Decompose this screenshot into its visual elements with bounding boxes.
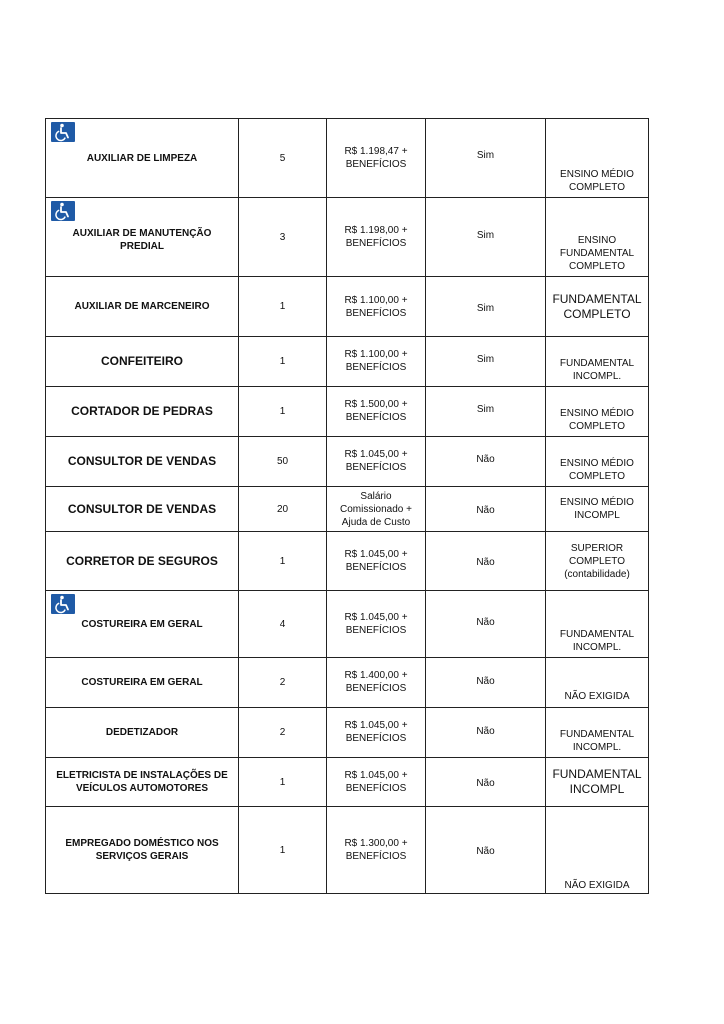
job-title-cell: [46, 198, 239, 277]
vacancy-count: 1: [239, 387, 327, 437]
benefit-flag: Sim: [476, 354, 495, 365]
salary-cell: [327, 487, 426, 532]
education-cell: [546, 591, 649, 658]
salary-cell: [327, 198, 426, 277]
job-title: COSTUREIRA EM GERAL: [81, 677, 203, 688]
education-requirement: SUPERIOR COMPLETO (contabilidade): [564, 542, 630, 580]
benefit-flag: Não: [476, 505, 495, 516]
job-title-cell: [46, 658, 239, 708]
job-title-cell: [46, 591, 239, 658]
job-title-cell: [46, 708, 239, 758]
job-title-cell: [46, 758, 239, 807]
salary-cell: [327, 437, 426, 487]
education-cell: [546, 807, 649, 894]
table-row: [46, 532, 649, 591]
education-cell: [546, 532, 649, 591]
education-requirement: ENSINO FUNDAMENTAL COMPLETO: [559, 235, 635, 272]
job-title: DEDETIZADOR: [105, 727, 179, 738]
job-title-cell: [46, 387, 239, 437]
salary-text: R$ 1.045,00 + BENEFÍCIOS: [344, 449, 408, 473]
table-row: [46, 337, 649, 387]
education-requirement: FUNDAMENTAL INCOMPL: [552, 767, 642, 796]
salary-cell: [327, 532, 426, 591]
education-requirement: FUNDAMENTAL COMPLETO: [552, 291, 642, 321]
wheelchair-accessibility-icon: [51, 201, 75, 221]
table-row: [46, 807, 649, 894]
table-row: [46, 119, 649, 198]
salary-text: R$ 1.045,00 + BENEFÍCIOS: [344, 549, 408, 573]
vacancy-count: 1: [239, 337, 327, 387]
salary-cell: [327, 119, 426, 198]
salary-text: Salário Comissionado + Ajuda de Custo: [340, 490, 412, 528]
benefit-flag-cell: [426, 277, 546, 337]
benefit-flag-cell: [426, 198, 546, 277]
benefit-flag-cell: [426, 708, 546, 758]
salary-text: R$ 1.045,00 + BENEFÍCIOS: [344, 612, 408, 636]
benefit-flag-cell: [426, 119, 546, 198]
vacancy-count: 1: [239, 758, 327, 807]
benefit-flag-cell: [426, 387, 546, 437]
salary-cell: [327, 807, 426, 894]
wheelchair-accessibility-icon: [51, 122, 75, 142]
education-requirement: FUNDAMENTAL INCOMPL.: [559, 358, 635, 382]
vacancy-count: 1: [239, 807, 327, 894]
salary-text: R$ 1.500,00 + BENEFÍCIOS: [344, 399, 408, 423]
salary-cell: [327, 277, 426, 337]
table-row: [46, 591, 649, 658]
job-title-cell: [46, 277, 239, 337]
benefit-flag-cell: [426, 658, 546, 708]
benefit-flag: Sim: [476, 150, 495, 161]
job-title-cell: [46, 807, 239, 894]
benefit-flag-cell: [426, 758, 546, 807]
job-openings-table: [45, 118, 649, 894]
table-row: [46, 758, 649, 807]
education-cell: [546, 487, 649, 532]
job-title-cell: [46, 487, 239, 532]
table-row: [46, 277, 649, 337]
benefit-flag: Sim: [476, 302, 495, 314]
salary-text: R$ 1.198,47 + BENEFÍCIOS: [344, 146, 408, 170]
education-requirement: ENSINO MÉDIO COMPLETO: [560, 169, 634, 193]
vacancy-count: 1: [239, 277, 327, 337]
salary-text: R$ 1.198,00 + BENEFÍCIOS: [344, 225, 408, 249]
benefit-flag: Não: [476, 454, 495, 465]
benefit-flag: Sim: [476, 404, 495, 415]
vacancy-count: 2: [239, 708, 327, 758]
benefit-flag-cell: [426, 532, 546, 591]
salary-text: R$ 1.100,00 + BENEFÍCIOS: [344, 294, 408, 319]
benefit-flag: Sim: [476, 230, 495, 241]
job-title-cell: [46, 532, 239, 591]
salary-cell: [327, 591, 426, 658]
benefit-flag: Não: [476, 846, 495, 857]
education-requirement: FUNDAMENTAL INCOMPL.: [559, 629, 635, 653]
education-requirement: ENSINO MÉDIO COMPLETO: [560, 458, 634, 482]
education-cell: [546, 658, 649, 708]
education-cell: [546, 708, 649, 758]
vacancy-count: 1: [239, 532, 327, 591]
benefit-flag-cell: [426, 487, 546, 532]
education-requirement: NÃO EXIGIDA: [564, 880, 630, 891]
job-title: CONFEITEIRO: [100, 354, 183, 368]
table-row: [46, 437, 649, 487]
benefit-flag: Não: [476, 617, 495, 628]
job-title: CONSULTOR DE VENDAS: [67, 454, 217, 468]
job-title: CONSULTOR DE VENDAS: [67, 501, 217, 516]
table-row: [46, 708, 649, 758]
job-title: AUXILIAR DE LIMPEZA: [86, 152, 198, 164]
education-cell: [546, 437, 649, 487]
education-cell: [546, 277, 649, 337]
education-requirement: NÃO EXIGIDA: [564, 691, 630, 702]
salary-cell: [327, 387, 426, 437]
salary-cell: [327, 708, 426, 758]
salary-text: R$ 1.045,00 + BENEFÍCIOS: [344, 720, 408, 744]
table-row: [46, 387, 649, 437]
job-title: CORRETOR DE SEGUROS: [66, 553, 218, 568]
salary-text: R$ 1.100,00 + BENEFÍCIOS: [344, 349, 408, 373]
education-requirement: ENSINO MÉDIO INCOMPL: [560, 497, 634, 521]
job-title: EMPREGADO DOMÉSTICO NOS SERVIÇOS GERAIS: [65, 838, 219, 862]
benefit-flag-cell: [426, 807, 546, 894]
job-title: CORTADOR DE PEDRAS: [71, 404, 213, 418]
benefit-flag-cell: [426, 437, 546, 487]
salary-text: R$ 1.300,00 + BENEFÍCIOS: [344, 838, 408, 862]
table-row: [46, 487, 649, 532]
vacancy-count: 5: [239, 119, 327, 198]
salary-text: R$ 1.045,00 + BENEFÍCIOS: [344, 770, 408, 794]
education-cell: [546, 758, 649, 807]
job-title: AUXILIAR DE MANUTENÇÃO PREDIAL: [72, 228, 212, 252]
vacancy-count: 3: [239, 198, 327, 277]
job-title-cell: [46, 437, 239, 487]
vacancy-count: 50: [239, 437, 327, 487]
benefit-flag: Não: [476, 778, 495, 789]
benefit-flag: Não: [476, 726, 495, 737]
vacancy-count: 20: [239, 487, 327, 532]
table-row: [46, 658, 649, 708]
benefit-flag-cell: [426, 337, 546, 387]
benefit-flag: Não: [476, 676, 495, 687]
job-title: ELETRICISTA DE INSTALAÇÕES DE VEÍCULOS AUTOMOTORES: [56, 770, 228, 794]
salary-cell: [327, 337, 426, 387]
benefit-flag-cell: [426, 591, 546, 658]
education-cell: [546, 337, 649, 387]
job-title: COSTUREIRA EM GERAL: [81, 618, 203, 630]
wheelchair-accessibility-icon: [51, 594, 75, 614]
education-cell: [546, 119, 649, 198]
salary-cell: [327, 658, 426, 708]
education-cell: [546, 198, 649, 277]
salary-cell: [327, 758, 426, 807]
education-requirement: ENSINO MÉDIO COMPLETO: [560, 408, 634, 432]
table-row: [46, 198, 649, 277]
education-requirement: FUNDAMENTAL INCOMPL.: [559, 729, 635, 753]
job-title: AUXILIAR DE MARCENEIRO: [74, 301, 210, 312]
benefit-flag: Não: [476, 557, 495, 568]
job-title-cell: [46, 337, 239, 387]
vacancy-count: 4: [239, 591, 327, 658]
job-title-cell: [46, 119, 239, 198]
vacancy-count: 2: [239, 658, 327, 708]
education-cell: [546, 387, 649, 437]
salary-text: R$ 1.400,00 + BENEFÍCIOS: [344, 670, 408, 694]
